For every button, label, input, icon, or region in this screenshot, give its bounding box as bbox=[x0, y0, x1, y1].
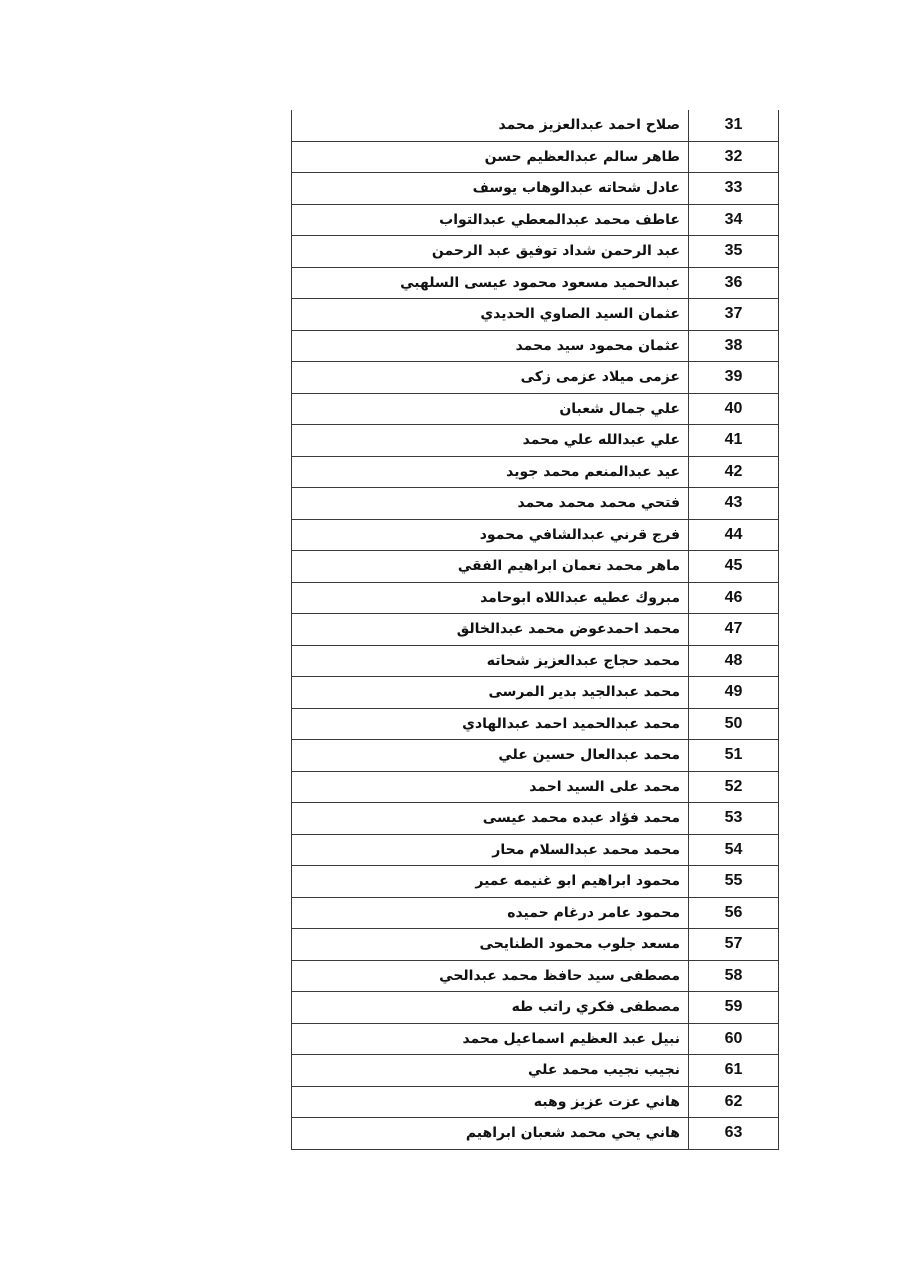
table-row bbox=[292, 834, 779, 866]
table-row bbox=[292, 141, 779, 173]
row-number: 36 bbox=[689, 267, 779, 299]
row-number: 60 bbox=[689, 1023, 779, 1055]
person-name: عادل شحاته عبدالوهاب يوسف bbox=[292, 173, 689, 205]
table-row bbox=[292, 866, 779, 898]
person-name: محمد عبدالحميد احمد عبدالهادي bbox=[292, 708, 689, 740]
table-row bbox=[292, 393, 779, 425]
table-row bbox=[292, 645, 779, 677]
row-number: 39 bbox=[689, 362, 779, 394]
person-name: مصطفى فكري راتب طه bbox=[292, 992, 689, 1024]
table-row bbox=[292, 173, 779, 205]
row-number: 31 bbox=[689, 110, 779, 141]
row-number: 52 bbox=[689, 771, 779, 803]
person-name: محمود ابراهيم ابو غنيمه عمير bbox=[292, 866, 689, 898]
person-name: علي عبدالله علي محمد bbox=[292, 425, 689, 457]
person-name: عبد الرحمن شداد توفيق عبد الرحمن bbox=[292, 236, 689, 268]
table-row bbox=[292, 362, 779, 394]
row-number: 61 bbox=[689, 1055, 779, 1087]
row-number: 62 bbox=[689, 1086, 779, 1118]
table-row bbox=[292, 1086, 779, 1118]
table-row bbox=[292, 1055, 779, 1087]
table-row bbox=[292, 771, 779, 803]
person-name: عيد عبدالمنعم محمد جويد bbox=[292, 456, 689, 488]
table-row bbox=[292, 740, 779, 772]
table-row bbox=[292, 614, 779, 646]
row-number: 40 bbox=[689, 393, 779, 425]
person-name: محمد محمد عبدالسلام محار bbox=[292, 834, 689, 866]
table-row bbox=[292, 110, 779, 141]
row-number: 63 bbox=[689, 1118, 779, 1150]
table-row bbox=[292, 330, 779, 362]
row-number: 59 bbox=[689, 992, 779, 1024]
person-name: محمد احمدعوض محمد عبدالخالق bbox=[292, 614, 689, 646]
row-number: 57 bbox=[689, 929, 779, 961]
row-number: 44 bbox=[689, 519, 779, 551]
table-row bbox=[292, 992, 779, 1024]
person-name: محمد فؤاد عبده محمد عيسى bbox=[292, 803, 689, 835]
person-name: ماهر محمد نعمان ابراهيم الفقي bbox=[292, 551, 689, 583]
row-number: 42 bbox=[689, 456, 779, 488]
row-number: 41 bbox=[689, 425, 779, 457]
person-name: عزمى ميلاد عزمى زكى bbox=[292, 362, 689, 394]
row-number: 51 bbox=[689, 740, 779, 772]
person-name: هاني عزت عزيز وهبه bbox=[292, 1086, 689, 1118]
row-number: 37 bbox=[689, 299, 779, 331]
row-number: 47 bbox=[689, 614, 779, 646]
person-name: مسعد جلوب محمود الطنايحى bbox=[292, 929, 689, 961]
table-row bbox=[292, 425, 779, 457]
table-row bbox=[292, 960, 779, 992]
person-name: نجيب نجيب محمد علي bbox=[292, 1055, 689, 1087]
table-row bbox=[292, 929, 779, 961]
table-row bbox=[292, 519, 779, 551]
table-row bbox=[292, 204, 779, 236]
table-row bbox=[292, 677, 779, 709]
row-number: 43 bbox=[689, 488, 779, 520]
person-name: عاطف محمد عبدالمعطي عبدالتواب bbox=[292, 204, 689, 236]
table-row bbox=[292, 456, 779, 488]
person-name: فتحي محمد محمد محمد bbox=[292, 488, 689, 520]
names-table-body bbox=[292, 110, 779, 1149]
row-number: 50 bbox=[689, 708, 779, 740]
table-row bbox=[292, 488, 779, 520]
row-number: 38 bbox=[689, 330, 779, 362]
table-row bbox=[292, 299, 779, 331]
person-name: هاني يحي محمد شعبان ابراهيم bbox=[292, 1118, 689, 1150]
row-number: 54 bbox=[689, 834, 779, 866]
person-name: مبروك عطيه عبداللاه ابوحامد bbox=[292, 582, 689, 614]
table-row bbox=[292, 267, 779, 299]
person-name: عبدالحميد مسعود محمود عيسى السلهبي bbox=[292, 267, 689, 299]
table-row bbox=[292, 236, 779, 268]
row-number: 34 bbox=[689, 204, 779, 236]
person-name: محمد حجاج عبدالعزيز شحاته bbox=[292, 645, 689, 677]
row-number: 53 bbox=[689, 803, 779, 835]
row-number: 56 bbox=[689, 897, 779, 929]
person-name: محمد عبدالجيد بدير المرسى bbox=[292, 677, 689, 709]
person-name: محمد على السيد احمد bbox=[292, 771, 689, 803]
person-name: عثمان السيد الصاوي الحديدي bbox=[292, 299, 689, 331]
person-name: صلاح احمد عبدالعزيز محمد bbox=[292, 110, 689, 141]
person-name: نبيل عبد العظيم اسماعيل محمد bbox=[292, 1023, 689, 1055]
table-row bbox=[292, 551, 779, 583]
row-number: 35 bbox=[689, 236, 779, 268]
person-name: مصطفى سيد حافظ محمد عبدالحي bbox=[292, 960, 689, 992]
table-row bbox=[292, 1023, 779, 1055]
row-number: 45 bbox=[689, 551, 779, 583]
person-name: طاهر سالم عبدالعظيم حسن bbox=[292, 141, 689, 173]
names-table bbox=[291, 110, 779, 1150]
table-row bbox=[292, 582, 779, 614]
row-number: 55 bbox=[689, 866, 779, 898]
row-number: 49 bbox=[689, 677, 779, 709]
person-name: محمد عبدالعال حسين علي bbox=[292, 740, 689, 772]
table-row bbox=[292, 803, 779, 835]
row-number: 33 bbox=[689, 173, 779, 205]
row-number: 58 bbox=[689, 960, 779, 992]
row-number: 46 bbox=[689, 582, 779, 614]
table-row bbox=[292, 708, 779, 740]
table-row bbox=[292, 1118, 779, 1150]
person-name: علي جمال شعبان bbox=[292, 393, 689, 425]
person-name: فرج قرني عبدالشافي محمود bbox=[292, 519, 689, 551]
person-name: عثمان محمود سيد محمد bbox=[292, 330, 689, 362]
row-number: 32 bbox=[689, 141, 779, 173]
row-number: 48 bbox=[689, 645, 779, 677]
names-table-container bbox=[291, 110, 769, 1150]
table-row bbox=[292, 897, 779, 929]
person-name: محمود عامر درغام حميده bbox=[292, 897, 689, 929]
